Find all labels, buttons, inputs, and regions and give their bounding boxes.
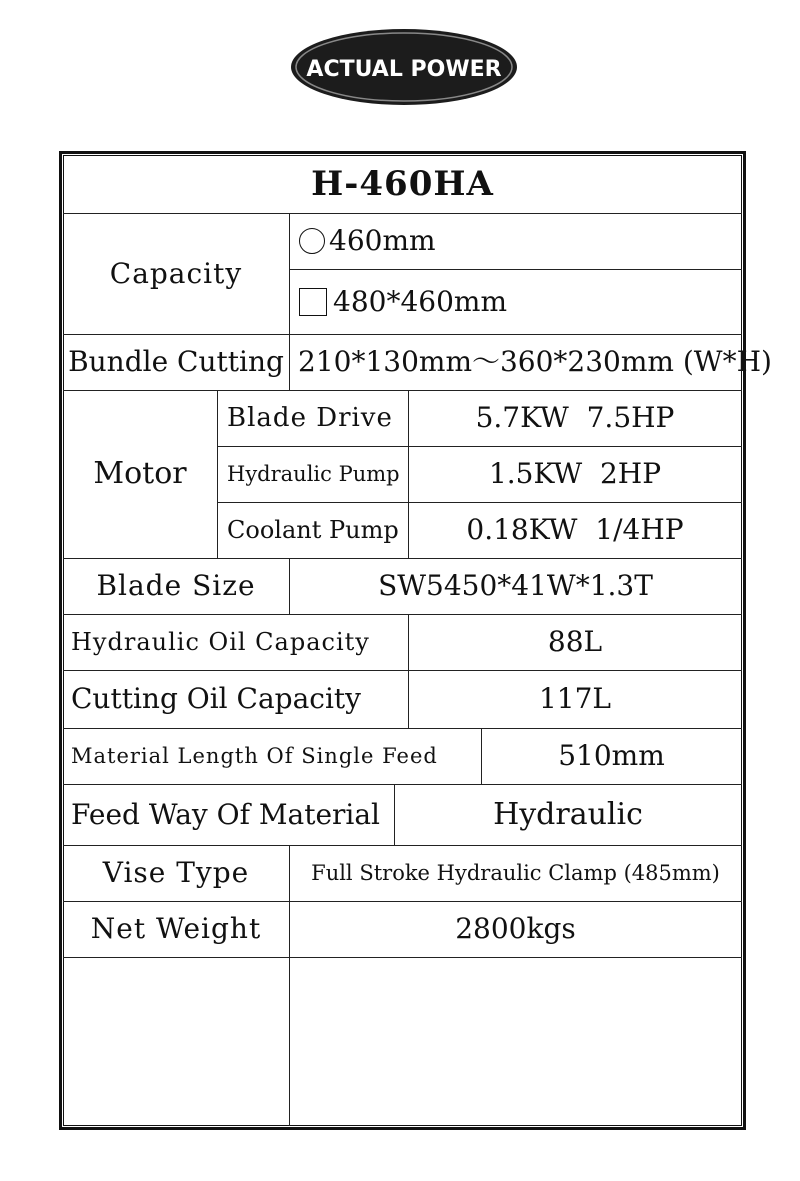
blade-size-value: SW5450*41W*1.3T: [378, 569, 653, 602]
vise-type-label: Vise Type: [102, 856, 250, 889]
bundle-cutting-label: Bundle Cutting: [68, 345, 284, 378]
empty-value-cell: [289, 957, 742, 1126]
capacity-label: Capacity: [109, 256, 243, 290]
capacity-rect-cell: [299, 269, 739, 334]
blade-size-label: Blade Size: [96, 569, 256, 602]
feed-way-value: Hydraulic: [493, 796, 643, 832]
cutting-oil-label: Cutting Oil Capacity: [71, 682, 361, 715]
feed-way-label: Feed Way Of Material: [71, 797, 381, 831]
bundle-cutting-value: 210*130mm～360*230mm (W*H): [298, 345, 772, 378]
net-weight-value: 2800kgs: [455, 912, 576, 945]
brand-logo: [289, 27, 519, 107]
coolant-pump-value: 0.18KW 1/4HP: [466, 513, 684, 546]
coolant-pump-label: Coolant Pump: [227, 516, 399, 544]
feed-length-value: 510mm: [558, 739, 665, 772]
logo-text: ACTUAL POWER: [306, 57, 502, 82]
capacity-rect-value: 480*460mm: [333, 284, 507, 318]
hydraulic-oil-label: Hydraulic Oil Capacity: [71, 628, 370, 656]
blade-drive-label: Blade Drive: [227, 403, 393, 433]
hydraulic-pump-label: Hydraulic Pump: [227, 461, 400, 486]
vise-type-value: Full Stroke Hydraulic Clamp (485mm): [311, 860, 720, 885]
net-weight-label: Net Weight: [90, 912, 262, 945]
motor-label: Motor: [93, 456, 187, 491]
cutting-oil-value: 117L: [538, 682, 612, 715]
hydraulic-oil-value: 88L: [547, 625, 603, 658]
blade-drive-value: 5.7KW 7.5HP: [475, 401, 675, 434]
model-title: H-460HA: [311, 164, 494, 204]
capacity-round-value: 460mm: [329, 224, 436, 257]
feed-length-label: Material Length Of Single Feed: [71, 743, 438, 768]
square-stock-icon: [299, 288, 327, 316]
hydraulic-pump-value: 1.5KW 2HP: [488, 457, 662, 490]
round-stock-icon: [299, 228, 325, 254]
empty-label-cell: [63, 957, 289, 1126]
capacity-round-cell: [299, 213, 739, 269]
